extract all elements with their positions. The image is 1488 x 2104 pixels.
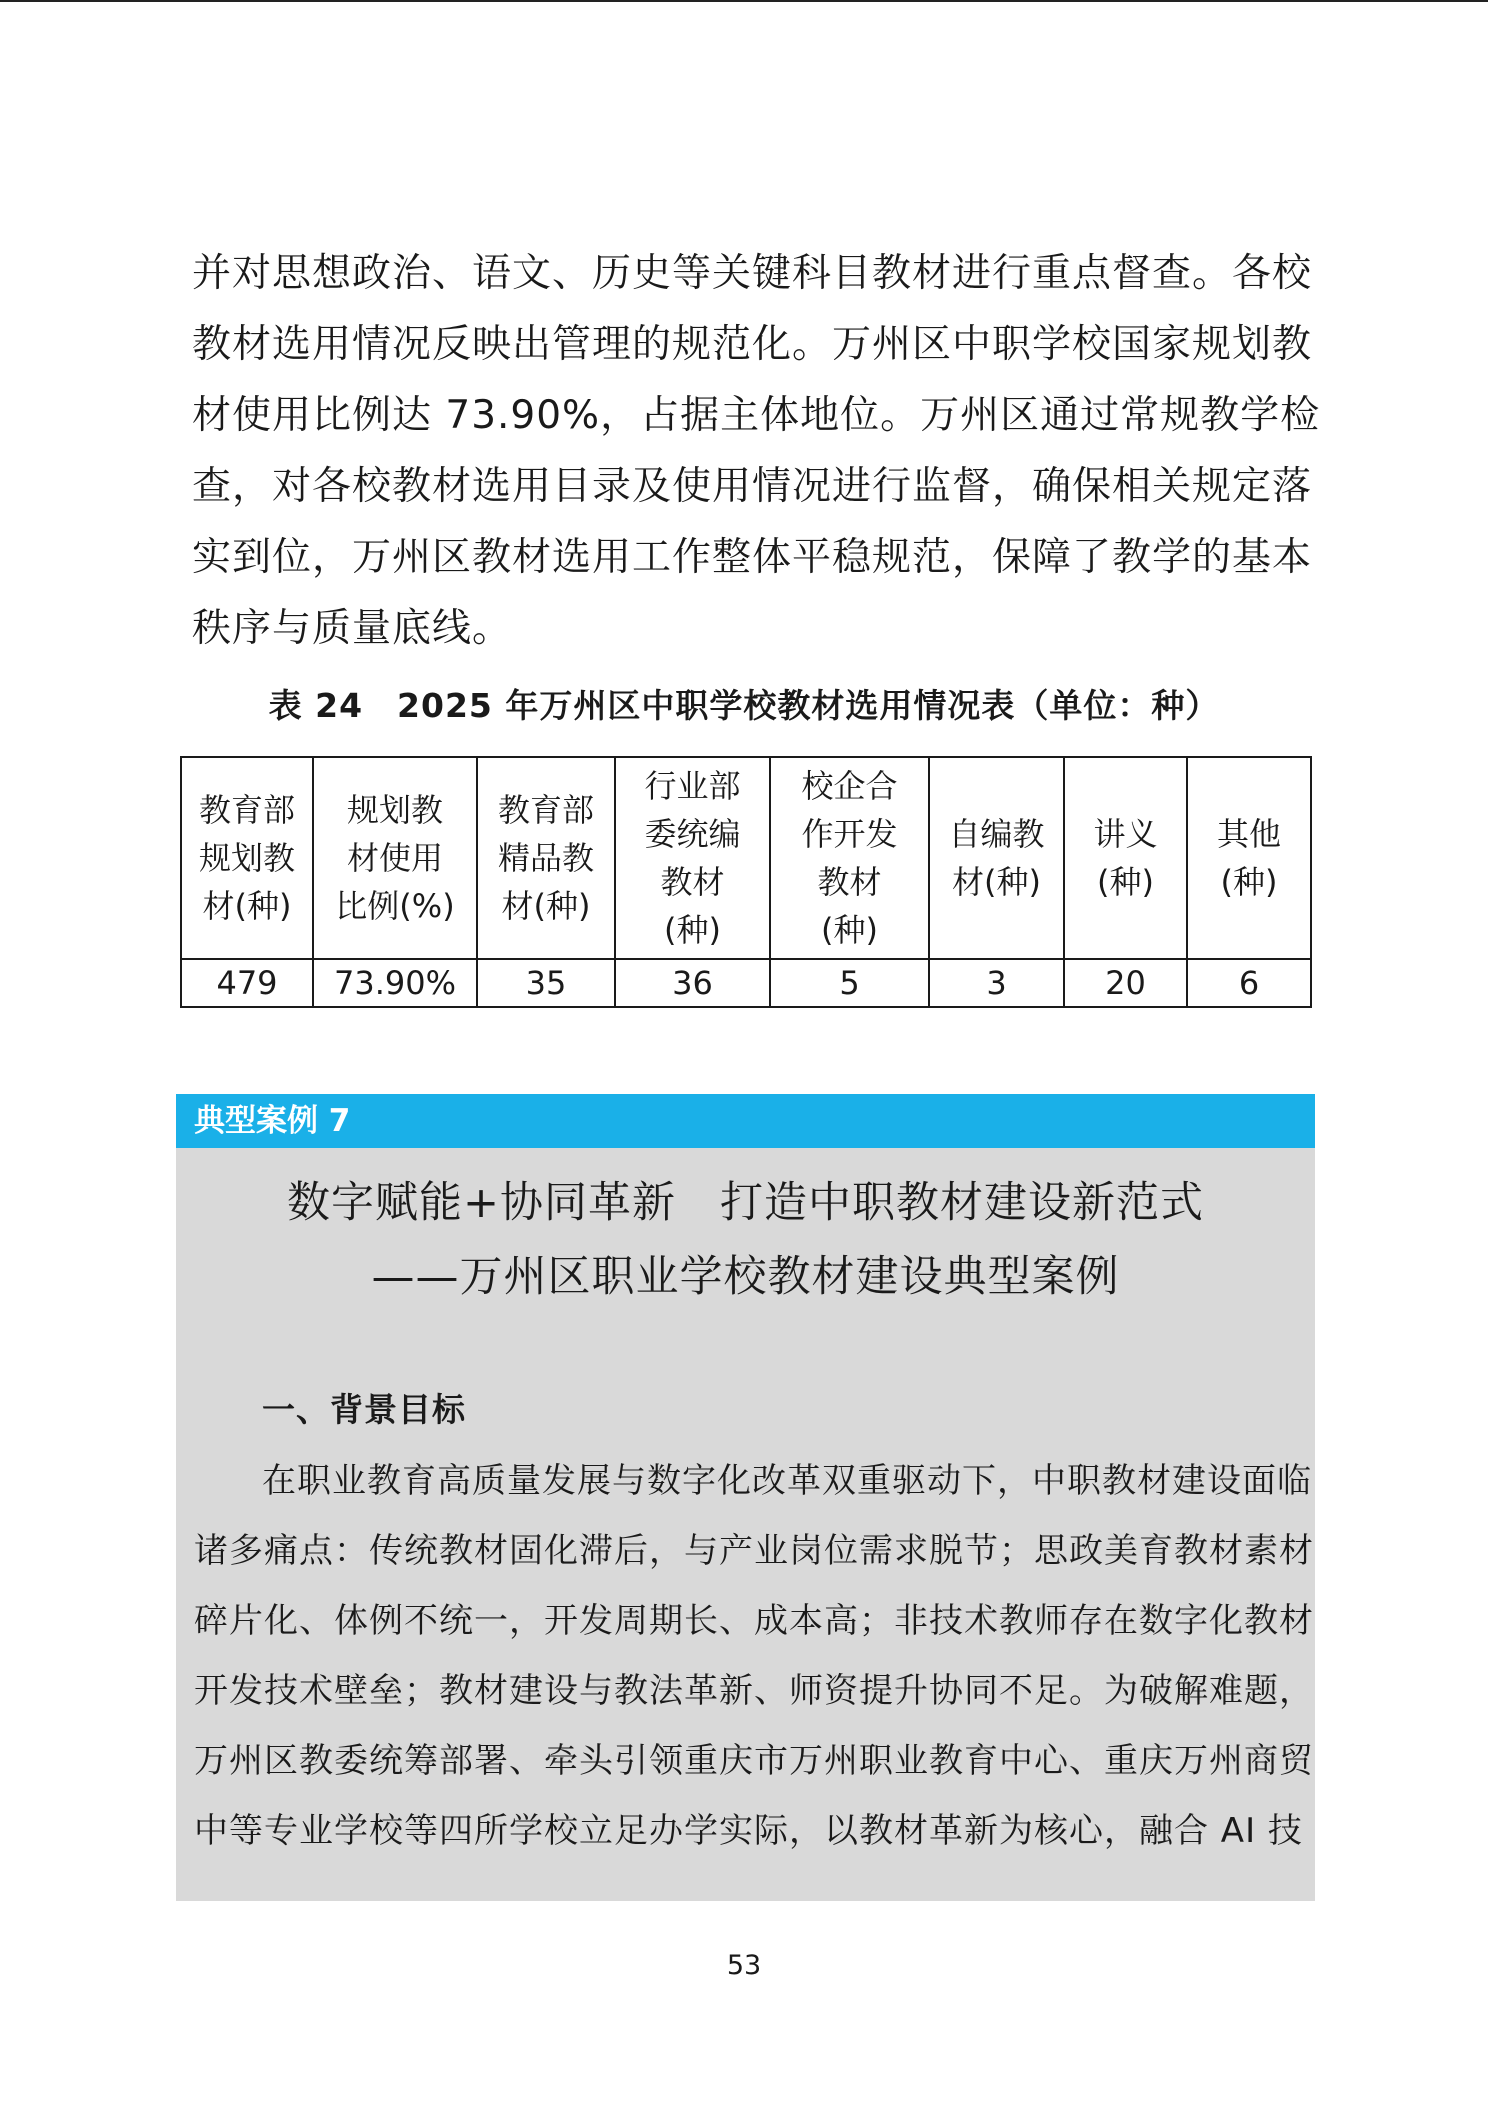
case-text-line: 碎片化、体例不统一，开发周期长、成本高；非技术教师存在数字化教材 bbox=[194, 1601, 1314, 1641]
materials-table bbox=[180, 756, 1312, 1008]
case-text-line: 万州区教委统筹部署、牵头引领重庆市万州职业教育中心、重庆万州商贸 bbox=[194, 1741, 1314, 1781]
case-text-line: 诸多痛点：传统教材固化滞后，与产业岗位需求脱节；思政美育教材素材 bbox=[194, 1531, 1314, 1571]
case-text-line: 开发技术壁垒；教材建设与教法革新、师资提升协同不足。为破解难题， bbox=[194, 1671, 1314, 1711]
case-title-line: 数字赋能+协同革新 打造中职教材建设新范式 bbox=[286, 1178, 1205, 1228]
header-cell: 自编教 材(种) bbox=[929, 757, 1064, 959]
paragraph-line: 材使用比例达 73.90%，占据主体地位。万州区通过常规教学检 bbox=[192, 393, 1321, 438]
body-paragraph bbox=[192, 238, 1321, 664]
case-study-box bbox=[176, 1094, 1315, 1901]
header-cell: 其他 (种) bbox=[1187, 757, 1311, 959]
paragraph-line: 教材选用情况反映出管理的规范化。万州区中职学校国家规划教 bbox=[192, 322, 1313, 367]
case-text-line: 中等专业学校等四所学校立足办学实际，以教材革新为核心，融合 AI 技 bbox=[194, 1811, 1303, 1851]
header-cell: 教育部 精品教 材(种) bbox=[477, 757, 615, 959]
header-cell: 规划教 材使用 比例(%) bbox=[313, 757, 477, 959]
case-study-tag: 典型案例 7 bbox=[176, 1094, 1315, 1148]
case-subtitle-line: ——万州区职业学校教材建设典型案例 bbox=[371, 1252, 1120, 1302]
table-row bbox=[181, 959, 1311, 1007]
table-cell: 20 bbox=[1064, 959, 1187, 1007]
table-cell: 479 bbox=[181, 959, 313, 1007]
table-cell: 6 bbox=[1187, 959, 1311, 1007]
table-cell: 35 bbox=[477, 959, 615, 1007]
table-cell: 5 bbox=[770, 959, 929, 1007]
page-number: 53 bbox=[726, 1950, 762, 1981]
paragraph-line: 并对思想政治、语文、历史等关键科目教材进行重点督查。各校 bbox=[192, 251, 1313, 296]
paragraph-line: 查，对各校教材选用目录及使用情况进行监督，确保相关规定落 bbox=[192, 464, 1313, 509]
table-header-row bbox=[181, 757, 1311, 959]
header-cell: 讲义 (种) bbox=[1064, 757, 1187, 959]
table-caption: 表 24 2025 年万州区中职学校教材选用情况表（单位：种） bbox=[268, 686, 1220, 725]
table-cell: 36 bbox=[615, 959, 770, 1007]
case-study-title bbox=[176, 1166, 1315, 1314]
case-text-line: 在职业教育高质量发展与数字化改革双重驱动下，中职教材建设面临 bbox=[262, 1461, 1312, 1501]
header-cell: 教育部 规划教 材(种) bbox=[181, 757, 313, 959]
table-cell: 73.90% bbox=[313, 959, 477, 1007]
header-cell: 校企合 作开发 教材 (种) bbox=[770, 757, 929, 959]
table-cell: 3 bbox=[929, 959, 1064, 1007]
case-study-text bbox=[194, 1446, 1314, 1866]
paragraph-line: 实到位，万州区教材选用工作整体平稳规范，保障了教学的基本 bbox=[192, 535, 1313, 580]
section-heading: 一、背景目标 bbox=[262, 1390, 466, 1429]
header-cell: 行业部 委统编 教材 (种) bbox=[615, 757, 770, 959]
paragraph-line: 秩序与质量底线。 bbox=[192, 606, 513, 651]
top-border-rule bbox=[0, 0, 1488, 2]
